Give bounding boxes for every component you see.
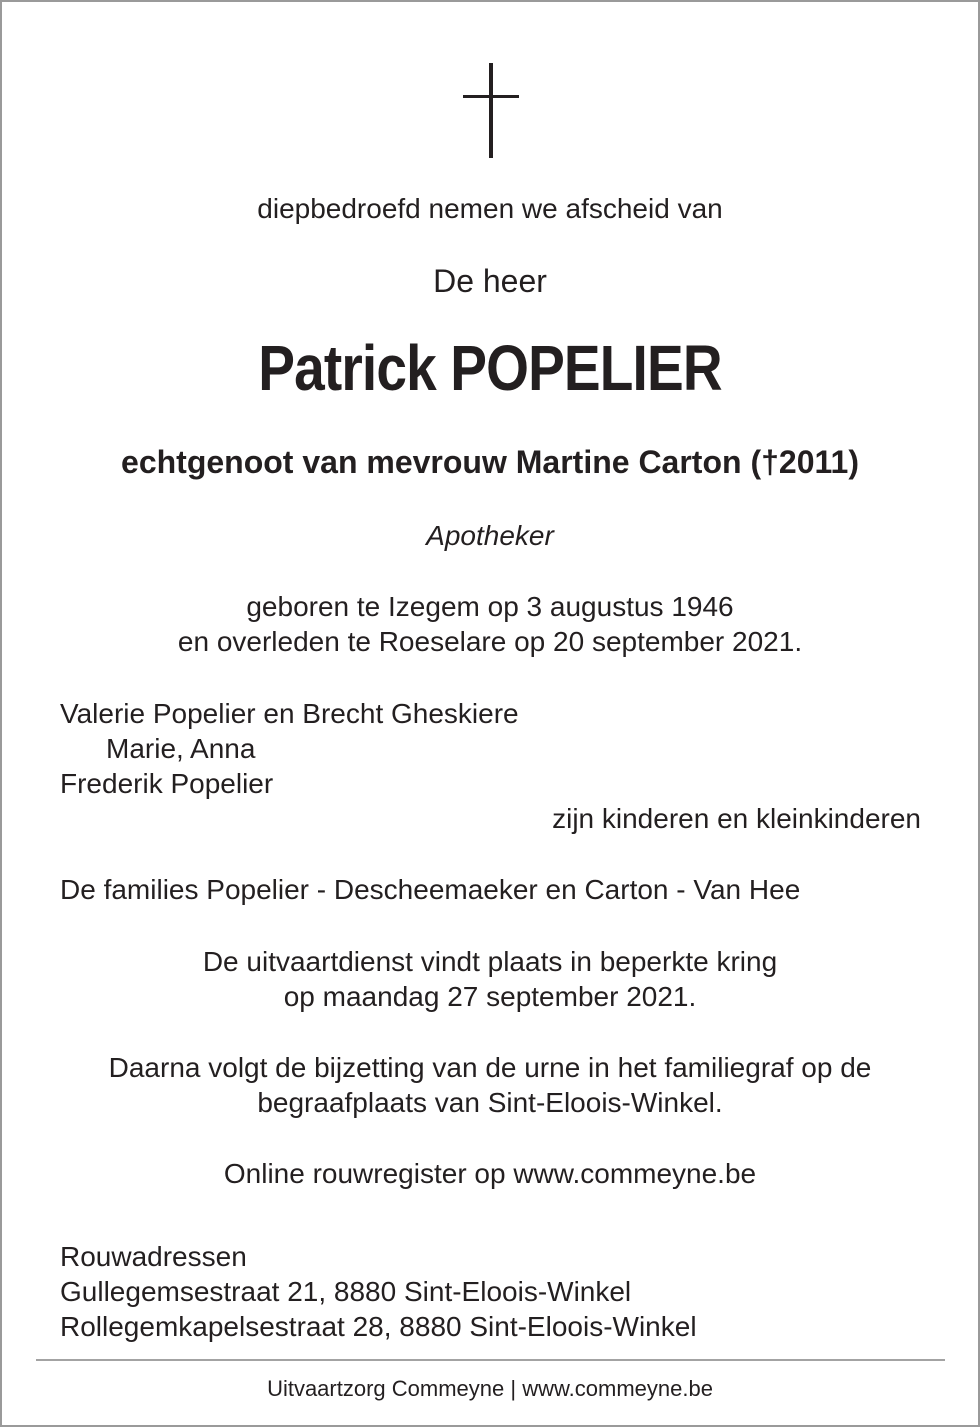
spouse-line: echtgenoot van mevrouw Martine Carton (†2011)	[121, 444, 859, 480]
footer-divider	[36, 1359, 945, 1361]
relation-label: zijn kinderen en kleinkinderen	[552, 803, 921, 834]
death-line: en overleden te Roeselare op 20 september 2021.	[177, 626, 803, 657]
intro-text: diepbedroefd nemen we afscheid van	[257, 193, 723, 224]
online-register: Online rouwregister op www.commeyne.be	[223, 1158, 757, 1189]
latin-cross-icon	[463, 63, 519, 158]
child-2: Frederik Popelier	[60, 768, 274, 799]
addresses-title: Rouwadressen	[60, 1241, 247, 1272]
families-line: De families Popelier - Descheemaeker en Carton - Van Hee	[60, 874, 801, 905]
grandchildren: Marie, Anna	[106, 733, 256, 764]
address-1: Gullegemsestraat 21, 8880 Sint-Eloois-Winkel	[60, 1276, 632, 1307]
address-2: Rollegemkapelsestraat 28, 8880 Sint-Eloois-Winkel	[60, 1311, 697, 1342]
deceased-name: Patrick POPELIER	[258, 332, 722, 404]
birth-line: geboren te Izegem op 3 augustus 1946	[246, 591, 734, 622]
burial-line-1: Daarna volgt de bijzetting van de urne in het familiegraf op de	[108, 1052, 872, 1083]
footer-text: Uitvaartzorg Commeyne | www.commeyne.be	[267, 1376, 713, 1401]
service-line-1: De uitvaartdienst vindt plaats in beperkte kring	[202, 946, 778, 977]
burial-line-2: begraafplaats van Sint-Eloois-Winkel.	[257, 1087, 723, 1118]
child-1: Valerie Popelier en Brecht Gheskiere	[60, 698, 519, 729]
service-line-2: op maandag 27 september 2021.	[283, 981, 697, 1012]
profession: Apotheker	[426, 520, 554, 551]
salutation: De heer	[433, 263, 547, 299]
